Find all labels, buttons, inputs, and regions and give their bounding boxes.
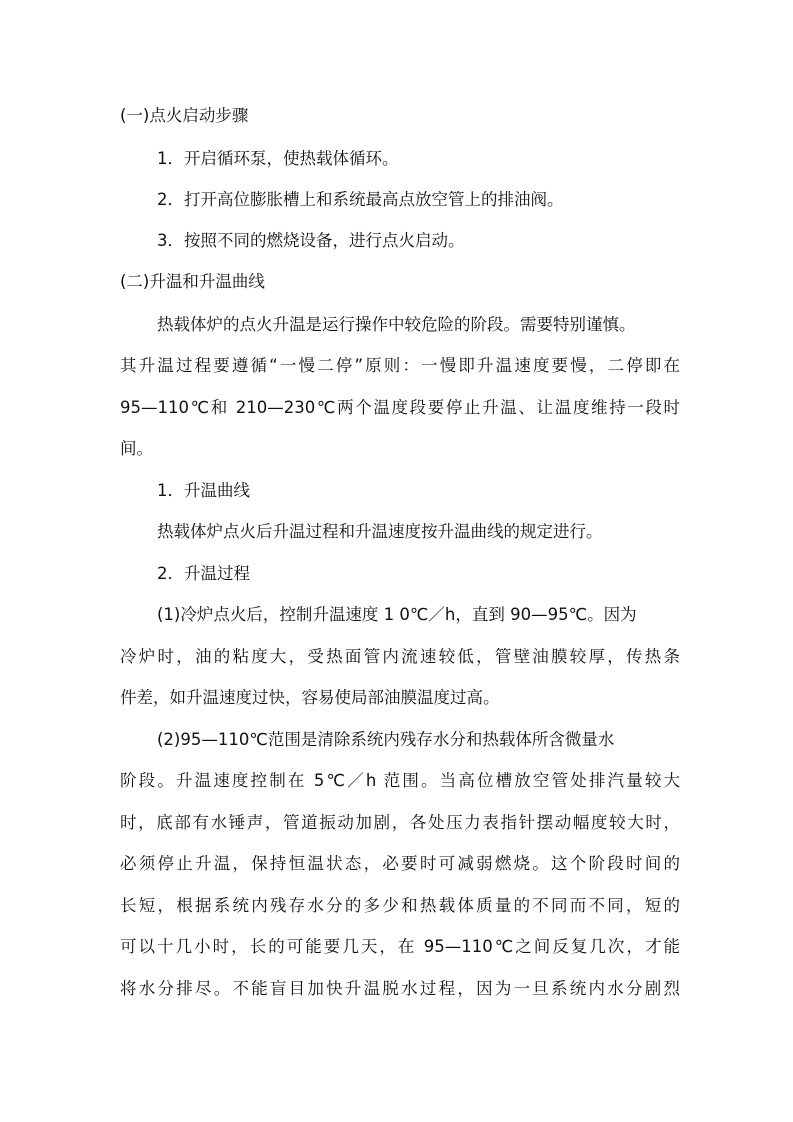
step-2-text: 2．打开高位膨胀槽上和系统最高点放空管上的排油阀。 (157, 190, 564, 209)
paragraph-line: 时，底部有水锤声，管道振动加剧，各处压力表指针摆动幅度较大时， (120, 813, 680, 832)
step-1-text: 1．开启循环泵，使热载体循环。 (157, 149, 399, 168)
subheading-heating-process: 2．升温过程 (157, 564, 250, 583)
step-3-text: 3．按照不同的燃烧设备，进行点火启动。 (157, 231, 465, 250)
subheading-heating-curve: 1．升温曲线 (157, 481, 250, 500)
paragraph-line: (1)冷炉点火后，控制升温速度 1 0℃／h，直到 90—95℃。因为 (157, 605, 637, 624)
paragraph-line: 热载体炉点火后升温过程和升温速度按升温曲线的规定进行。 (157, 522, 603, 541)
paragraph-line: 冷炉时，油的粘度大，受热面管内流速较低，管壁油膜较厚，传热条 (120, 647, 680, 666)
paragraph-line: 必须停止升温，保持恒温状态，必要时可减弱燃烧。这个阶段时间的 (120, 854, 680, 873)
paragraph-line: 阶段。升温速度控制在 5℃／h 范围。当高位槽放空管处排汽量较大 (120, 771, 680, 790)
paragraph-line: 将水分排尽。不能盲目加快升温脱水过程，因为一旦系统内水分剧烈 (120, 979, 680, 998)
paragraph-line: (2)95—110℃范围是清除系统内残存水分和热载体所含微量水 (157, 730, 615, 749)
paragraph-line: 95—110℃和 210—230℃两个温度段要停止升温、让温度维持一段时 (120, 398, 680, 417)
paragraph-line: 其升温过程要遵循“一慢二停”原则：一慢即升温速度要慢，二停即在 (120, 356, 680, 375)
paragraph-line: 可以十几小时，长的可能要几天，在 95—110℃之间反复几次，才能 (120, 937, 680, 956)
paragraph-line: 长短，根据系统内残存水分的多少和热载体质量的不同而不同，短的 (120, 896, 680, 915)
section-heading-ignition: (一)点火启动步骤 (120, 106, 249, 125)
paragraph-line: 件差，如升温速度过快，容易使局部油膜温度过高。 (120, 688, 500, 707)
paragraph-line: 间。 (120, 439, 153, 458)
paragraph-line: 热载体炉的点火升温是运行操作中较危险的阶段。需要特别谨慎。 (157, 315, 636, 334)
section-heading-heating: (二)升温和升温曲线 (120, 272, 265, 291)
